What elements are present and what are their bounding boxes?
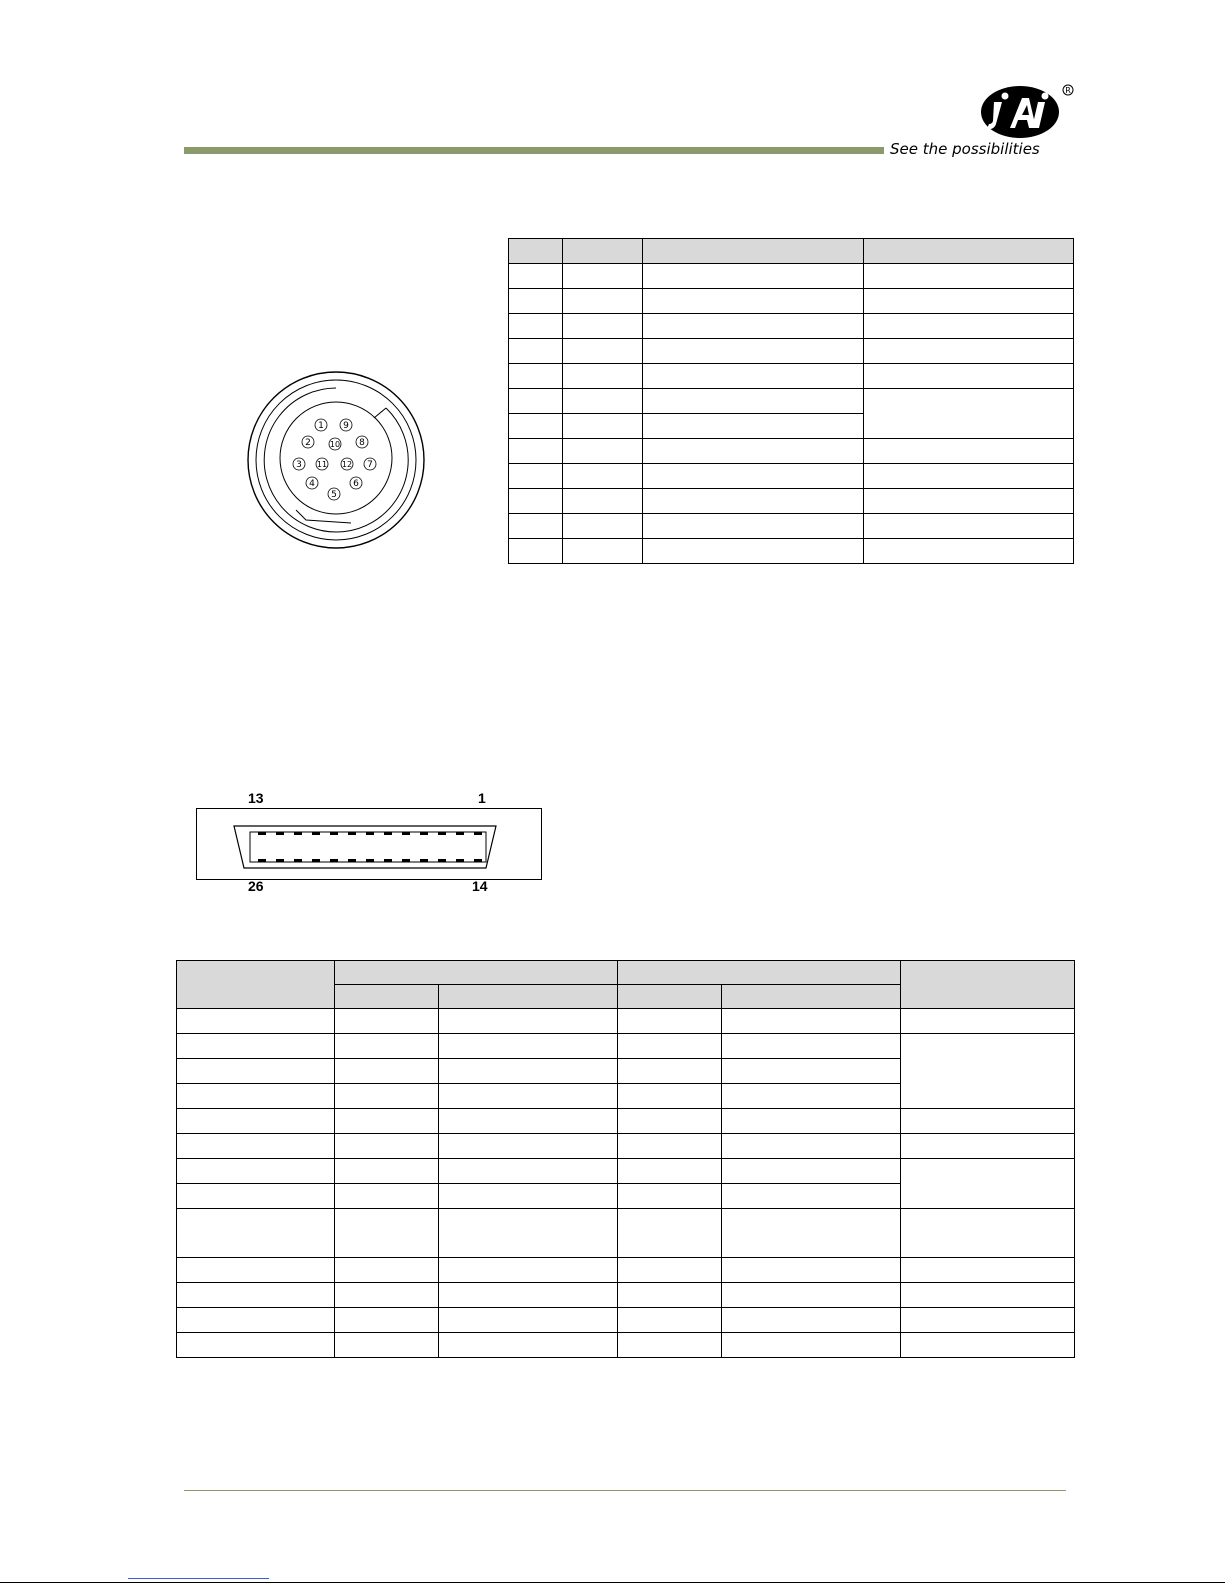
mdr-pin-top <box>258 832 266 835</box>
svg-text:R: R <box>1065 86 1071 95</box>
header-divider <box>184 147 884 154</box>
pin-2 <box>302 436 314 448</box>
mdr-pin-bottom <box>294 859 302 862</box>
pin-label-14: 14 <box>472 878 488 894</box>
pin-10 <box>329 438 341 450</box>
table-header-row <box>177 961 1075 985</box>
mdr-pin-bottom <box>312 859 320 862</box>
svg-text:2: 2 <box>305 438 311 448</box>
table-header-row <box>509 239 1074 264</box>
pin-label-26: 26 <box>248 878 264 894</box>
pin-7 <box>364 458 376 470</box>
mdr-pin-top <box>276 832 284 835</box>
pin-11 <box>316 458 328 470</box>
table-row <box>509 389 1074 414</box>
mdr-pin-top <box>384 832 392 835</box>
svg-text:8: 8 <box>359 438 365 448</box>
mdr-pin-bottom <box>402 859 410 862</box>
svg-text:6: 6 <box>353 479 359 489</box>
pin-label-1: 1 <box>478 790 486 806</box>
pin-1 <box>315 419 327 431</box>
connector-signal-table <box>176 960 1075 1358</box>
table-row <box>177 1109 1075 1134</box>
mdr-pin-bottom <box>438 859 446 862</box>
pin-12 <box>341 458 353 470</box>
table-row <box>509 489 1074 514</box>
footer-divider <box>184 1490 1066 1491</box>
table-row <box>177 1209 1075 1258</box>
table-row <box>509 264 1074 289</box>
table-row <box>177 1134 1075 1159</box>
pin-8 <box>356 436 368 448</box>
mdr-pin-bottom <box>276 859 284 862</box>
table-row <box>177 1159 1075 1184</box>
table-row <box>509 439 1074 464</box>
pin-label-13: 13 <box>248 790 264 806</box>
mdr-pin-bottom <box>258 859 266 862</box>
table-row <box>509 514 1074 539</box>
table-row <box>177 1333 1075 1358</box>
table-row <box>177 1034 1075 1059</box>
jai-logo <box>980 82 1075 147</box>
table-row <box>177 1283 1075 1308</box>
mdr-pin-bottom <box>474 859 482 862</box>
svg-text:10: 10 <box>329 440 341 449</box>
table-row <box>509 364 1074 389</box>
mdr-pin-top <box>402 832 410 835</box>
pin-3 <box>293 458 305 470</box>
table-row <box>177 1258 1075 1283</box>
svg-text:9: 9 <box>343 421 349 431</box>
round-12-pin-connector-diagram <box>246 370 426 555</box>
mdr-pin-top <box>348 832 356 835</box>
mdr-pin-bottom <box>330 859 338 862</box>
mdr-pin-top <box>438 832 446 835</box>
svg-text:7: 7 <box>367 460 373 470</box>
mdr-pin-top <box>420 832 428 835</box>
page-bottom-border <box>0 1582 1225 1583</box>
table-row <box>177 1009 1075 1034</box>
table-row <box>509 539 1074 564</box>
svg-text:5: 5 <box>331 490 337 500</box>
svg-text:4: 4 <box>309 479 315 489</box>
svg-text:12: 12 <box>341 460 353 469</box>
mdr-pin-bottom <box>384 859 392 862</box>
svg-text:3: 3 <box>296 460 302 470</box>
mdr-pin-bottom <box>348 859 356 862</box>
pin-5 <box>328 488 340 500</box>
pin-6 <box>350 477 362 489</box>
table-row <box>509 464 1074 489</box>
pin-4 <box>306 477 318 489</box>
table-row <box>509 339 1074 364</box>
mdr-pin-bottom <box>420 859 428 862</box>
pin-assignment-table <box>508 238 1074 564</box>
footer-link-underline[interactable] <box>128 1578 269 1579</box>
mdr-pin-top <box>330 832 338 835</box>
mdr-pin-bottom <box>456 859 464 862</box>
pin-9 <box>340 419 352 431</box>
tagline: See the possibilities <box>890 140 1040 158</box>
mdr-pin-top <box>294 832 302 835</box>
svg-text:1: 1 <box>318 421 324 431</box>
svg-text:11: 11 <box>316 460 328 469</box>
table-row <box>509 314 1074 339</box>
mdr-pin-top <box>312 832 320 835</box>
table-row <box>509 289 1074 314</box>
mdr-pin-top <box>366 832 374 835</box>
mdr-pin-top <box>456 832 464 835</box>
mdr-pin-top <box>474 832 482 835</box>
mdr-pin-bottom <box>366 859 374 862</box>
table-row <box>177 1308 1075 1333</box>
